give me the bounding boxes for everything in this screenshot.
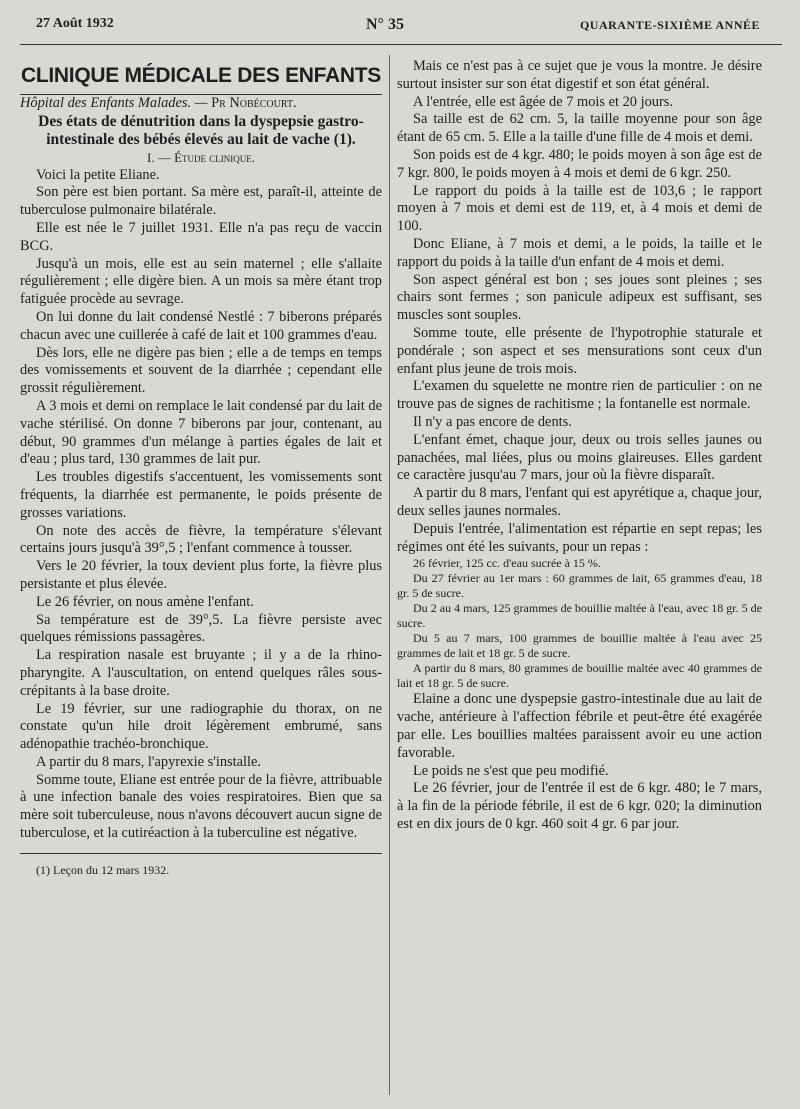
paragraph: Le poids ne s'est que peu modifié. [413,762,609,779]
regime-item: Du 27 février au 1er mars : 60 grammes de lait, 65 grammes d'eau, 18 gr. 5 de sucre. [397,571,762,601]
paragraph: L'enfant émet, chaque jour, deux ou trois selles jaunes ou panachées, mal liées, plus ou moins glaireuses. Elles gardent ce caractère jusqu'au 7 mars, jour où la fièvre disparaît. [397,431,762,484]
paragraph: Le 26 février, on nous amène l'enfant. [36,593,254,610]
professor-name: Pr Nobécourt. [211,95,297,111]
paragraph: A partir du 8 mars, l'apyrexie s'installe. [36,753,261,770]
paragraph: A l'entrée, elle est âgée de 7 mois et 20 jours. [413,93,673,110]
hospital-name: Hôpital des Enfants Malades. — [20,95,208,111]
paragraph: Jusqu'à un mois, elle est au sein maternel ; elle s'allaite régulièrement ; elle digère bien. A un mois sa mère étant trop fatiguée procède au sevrage. [20,255,382,308]
header-rule [20,44,782,45]
footnote-rule [20,853,382,854]
issue-number: N° 35 [366,16,404,33]
paragraph: On lui donne du lait condensé Nestlé : 7 biberons préparés chacun avec une cuillerée à café de lait et 100 grammes d'eau. [20,308,382,343]
paragraph: Son père est bien portant. Sa mère est, paraît-il, atteinte de tuberculose pulmonaire bilatérale. [20,184,382,219]
paragraph: Elle est née le 7 juillet 1931. Elle n'a pas reçu de vaccin BCG. [20,219,382,254]
paragraph: On note des accès de fièvre, la température s'élevant certains jours jusqu'à 39°,5 ; l'enfant commence à tousser. [20,522,382,557]
regime-item: 26 février, 125 cc. d'eau sucrée à 15 %. [413,556,601,571]
left-column [20,58,382,880]
regime-item: Du 5 au 7 mars, 100 grammes de bouillie maltée à l'eau avec 25 grammes de lait et 18 gr. 5 de sucre. [397,631,762,661]
paragraph: Dès lors, elle ne digère pas bien ; elle a de temps en temps des vomissements et souvent de la diarrhée ; cependant elle grossit régulièrement. [20,344,382,397]
footnote: (1) Leçon du 12 mars 1932. [36,862,170,877]
paragraph: Voici la petite Eliane. [36,166,160,183]
paragraph: Le rapport du poids à la taille est de 103,6 ; le rapport moyen à 7 mois et demi est de 119, et, à 4 mois et demi de 100. [397,182,762,235]
paragraph: Le 26 février, jour de l'entrée il est de 6 kgr. 480; le 7 mars, à la fin de la période fébrile, il est de 6 kgr. 020; la diminution est en dix jours de 0 kgr. 460 soit 4 gr. 6 par jour. [397,780,762,832]
paragraph: Somme toute, elle présente de l'hypotrophie staturale et pondérale ; son aspect et ses mensurations sont ceux d'un enfant plus jeune de trois mois. [397,324,762,377]
paragraph: Son poids est de 4 kgr. 480; le poids moyen à son âge est de 7 kgr. 800, le poids moyen à 4 mois et demi de 6 kgr. 250. [397,146,762,181]
paragraph: Vers le 20 février, la toux devient plus forte, la fièvre plus persistante et plus élevée. [20,558,382,592]
issue-date: 27 Août 1932 [36,16,114,31]
right-column [397,58,762,834]
page-header [36,16,760,40]
paragraph: Le 19 février, sur une radiographie du thorax, on ne constate qu'un hile droit légèrement embrumé, sans adénopathie trachéo-bronchique. [20,700,382,753]
paragraph: Son aspect général est bon ; ses joues sont pleines ; ses chairs sont fermes ; son panicule adipeux est suffisant, ses muscles sont souples. [397,271,762,324]
paragraph: Sa taille est de 62 cm. 5, la taille moyenne pour son âge étant de 65 cm. 5. Elle a la taille d'une fille de 4 mois et demi. [397,111,762,146]
hospital-line [20,95,382,113]
paragraph: Elaine a donc une dyspepsie gastro-intestinale due au lait de vache, antérieure à l'affection fébrile et peut-être été exagérée par elle. Les bouillies maltées paraissent avoir eu une action favorable. [397,691,762,761]
column-divider [389,55,390,1095]
paragraph: Il n'y a pas encore de dents. [413,413,572,430]
paragraph: La respiration nasale est bruyante ; il y a de la rhino-pharyngite. A l'auscultation, on entend quelques râles sous-crépitants à la base droite. [20,647,382,699]
paragraph: Somme toute, Eliane est entrée pour de la fièvre, attribuable à une infection banale des voies respiratoires. Bien que sa mère soit tuberculeuse, nous n'avons découvert aucun signe de tuberculose, et la cutiréaction à la tuberculine est négative. [20,771,382,842]
regime-item: Du 2 au 4 mars, 125 grammes de bouillie maltée à l'eau, avec 18 gr. 5 de sucre. [397,601,762,631]
paragraph: Sa température est de 39°,5. La fièvre persiste avec quelques rémissions passagères. [20,611,382,646]
volume-year: QUARANTE-SIXIÈME ANNÉE [579,18,760,32]
paragraph: Donc Eliane, à 7 mois et demi, a le poids, la taille et le rapport du poids à la taille d'un enfant de 4 mois et demi. [397,235,762,270]
paragraph: Les troubles digestifs s'accentuent, les vomissements sont fréquents, la diarrhée est permanente, le poids présente de grosses variations. [20,469,382,521]
article-title: Des états de dénutrition dans la dyspepsie gastro-intestinale des bébés élevés au lait de vache (1). [38,112,364,148]
paragraph: Depuis l'entrée, l'alimentation est répartie en sept repas; les régimes ont été les suivants, pour un repas : [397,520,762,555]
section-title: CLINIQUE MÉDICALE DES ENFANTS [20,64,382,95]
paragraph: A partir du 8 mars, l'enfant qui est apyrétique a, chaque jour, deux selles jaunes normales. [397,485,762,519]
paragraph: L'examen du squelette ne montre rien de particulier : on ne trouve pas de signes de rachitisme ; la fontanelle est normale. [397,378,762,413]
regime-item: A partir du 8 mars, 80 grammes de bouillie maltée avec 40 grammes de lait et 18 gr. 5 de sucre. [397,661,762,691]
paragraph: Mais ce n'est pas à ce sujet que je vous la montre. Je désire surtout insister sur son état digestif et son état général. [397,58,762,92]
section-heading: I. — Étude clinique. [146,149,255,165]
paragraph: A 3 mois et demi on remplace le lait condensé par du lait de vache stérilisé. On donne 7 biberons par jour, contenant, au début, 90 grammes d'un mélange à parties égales de lait et d'eau ; plus tard, 130 grammes de lait pur. [20,397,382,468]
